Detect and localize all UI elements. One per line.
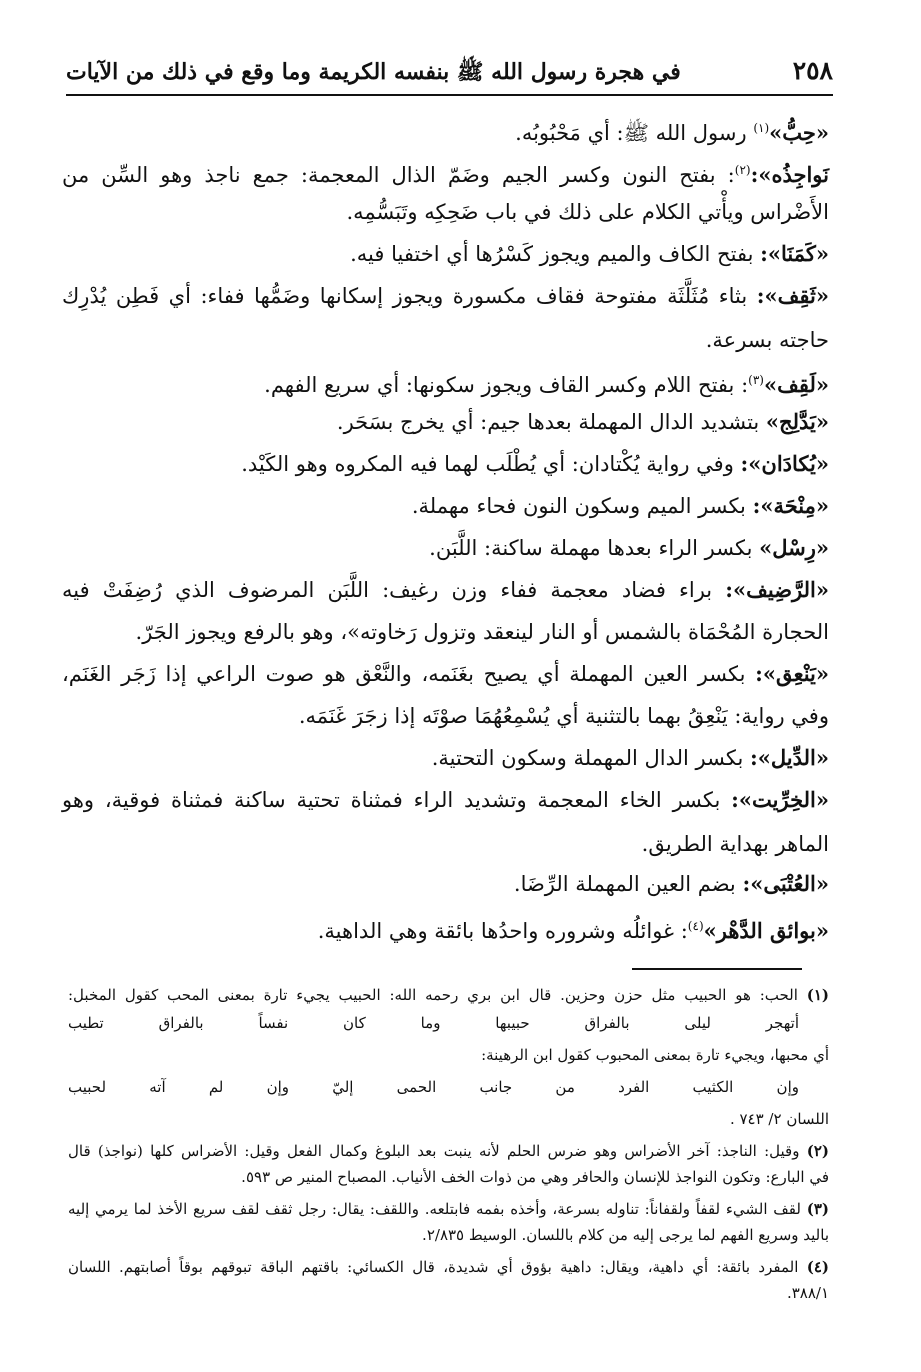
text-line: الماهر بهداية الطريق. (641, 832, 829, 856)
footnote-verse: أتهجر ليلى بالفراق حبيبها وما كان نفساً بالفراق تطيب (68, 1014, 799, 1032)
entry-text: بكسر الخاء المعجمة وتشديد الراء فمثناة تحتية ساكنة فمثناة فوقية، وهو (62, 788, 732, 812)
text-line: حاجته بسرعة. (705, 328, 829, 352)
text-line (515, 112, 829, 149)
footnote-ref: (٢) (734, 163, 751, 177)
entry-term: «الدِّيل»: (749, 745, 829, 770)
entry-term: «يَدَّلِج» (765, 409, 829, 434)
text-line (62, 658, 829, 690)
header-rule (66, 94, 833, 96)
entry-text: بثاء مُثَلَّثَة مفتوحة فقاف مكسورة ويجوز إسكانها وضَمُّها ففاء: أي فَطِن يُدْرِك (62, 284, 757, 308)
text-line (62, 280, 829, 312)
text-line (337, 406, 829, 438)
entry-text: بكسر العين المهملة أي يصيح بغَنَمه، والنَّعْق هو صوت الراعي إذا زَجَر الغَنَم، (62, 662, 756, 686)
text-line (264, 364, 829, 401)
footnote-separator (632, 968, 802, 970)
entry-text: بضم العين المهملة الرِّضَا. (513, 872, 743, 896)
entry-text: بكسر الراء بعدها مهملة ساكنة: اللَّبَن. (429, 536, 760, 560)
text-line (412, 490, 829, 522)
entry-text: رسول الله ﷺ: أي مَحْبُوبُه. (515, 121, 754, 145)
entry-term: «حِبُّ» (769, 120, 829, 145)
text-line (432, 742, 829, 774)
entry-term: «كَمَنَا»: (760, 241, 829, 266)
entry-term: «يَنْعِق»: (755, 661, 829, 686)
text-line: الحجارة المُحْمَاة بالشمس أو النار لينعقد وتزول رَخاوته»، وهو بالرفع ويجوز الجَرّ. (135, 620, 829, 644)
entry-term: «الخِرِّيت»: (731, 787, 829, 812)
entry-term: «العُتْبَى»: (742, 871, 829, 896)
footnote-text: المفرد بائقة: أي داهية، ويقال: داهية بؤوق أي شديدة، قال الكسائي: باقتهم الباقة تبوقهم بوقاً أصابتهم. اللسان (68, 1258, 807, 1276)
entry-text: : بفتح النون وكسر الجيم وضَمّ الذال المعجمة: جمع ناجذ وهو السِّن من (62, 163, 735, 187)
footnote-number: (٣) (806, 1200, 829, 1218)
footnote-text: الحب: هو الحبيب مثل حزن وحزين. قال ابن بري رحمه الله: الحبيب يجيء تارة بمعنى المحب كقول المخبل: (68, 986, 807, 1004)
entry-text: براء فضاد معجمة ففاء وزن رغيف: اللَّبَن المرضوف الذي رُضِفَتْ فيه (62, 578, 726, 602)
text-line (62, 154, 829, 191)
footnote-line: ٣٨٨/١. (786, 1284, 829, 1302)
footnote-line: في البارع: وتكون النواجذ للإنسان والحافر وهي من ذوات الخف الأنياب. المصباح المنير ص ٥٩٣. (241, 1168, 829, 1186)
entry-text: وفي رواية يُكْتادان: أي يُطْلَب لهما فيه المكروه وهو الكَيْد. (241, 452, 741, 476)
entry-text: بفتح الكاف والميم ويجوز كَسْرُها أي اختفيا فيه. (350, 242, 761, 266)
footnote-line: أي محبها، ويجيء تارة بمعنى المحبوب كقول ابن الرهينة: (481, 1046, 829, 1064)
footnote-ref: (١) (753, 121, 770, 135)
entry-term: «مِنْحَة»: (752, 493, 829, 518)
text-line (318, 910, 829, 947)
footnote-number: (١) (806, 986, 829, 1004)
entry-text: بكسر الميم وسكون النون فحاء مهملة. (411, 494, 753, 518)
text-line (241, 448, 829, 480)
footnote-line: اللسان ٢/ ٧٤٣ . (729, 1110, 829, 1128)
text-line (62, 784, 829, 816)
footnote-line: باليد وسريع الفهم لما يرجى إليه من كلام باللسان. الوسيط ٢/٨٣٥. (422, 1226, 829, 1244)
footnote-text: لقف الشيء لقفاً ولقفاناً: تناوله بسرعة، وأخذه بفمه فابتلعه. واللقف: يقال: رجل ثقف لقف سريع الأخذ لما يرمي إليه (68, 1200, 807, 1218)
entry-text: بتشديد الدال المهملة بعدها جيم: أي يخرج بسَحَر. (336, 410, 766, 434)
footnote-verse: وإن الكثيب الفرد من جانب الحمى إليّ وإن لم آته لحبيب (68, 1078, 799, 1096)
text-line: وفي رواية: يَنْعِقُ بهما بالتثنية أي يُسْمِعُهُمَا صوْتَه إذا زجَرَ غَنَمَه. (298, 704, 829, 728)
text-line: الأَضْراس ويأْتي الكلام على ذلك في باب ضَحِكِه وتَبَسُّمِه. (346, 200, 829, 224)
footnote-line (68, 1256, 829, 1278)
entry-term: «رِسْل» (759, 535, 829, 560)
entry-term: «يُكادَان»: (740, 451, 829, 476)
footnote-number: (٤) (806, 1258, 829, 1276)
entry-term: «الرَّضِيف»: (725, 577, 829, 602)
entry-text: : بفتح اللام وكسر القاف ويجوز سكونها: أي سريع الفهم. (264, 373, 749, 397)
text-line (514, 868, 829, 900)
footnote-line (68, 1198, 829, 1220)
text-line (62, 574, 829, 606)
entry-term: «لَقِف» (763, 372, 829, 397)
footnote-line (68, 984, 829, 1006)
entry-term: «بوائق الدَّهْر» (703, 918, 829, 943)
entry-text: بكسر الدال المهملة وسكون التحتية. (431, 746, 750, 770)
page-number: ٢٥٨ (792, 56, 833, 85)
footnote-ref: (٣) (748, 373, 764, 387)
running-title: في هجرة رسول الله ﷺ بنفسه الكريمة وما وقع في ذلك من الآيات (66, 59, 681, 85)
footnote-line (68, 1140, 829, 1162)
footnote-number: (٢) (806, 1142, 829, 1160)
entry-term: نَواجِذُه»: (750, 162, 829, 187)
page-header (66, 52, 833, 92)
text-line (350, 238, 829, 270)
footnote-ref: (٤) (687, 919, 704, 933)
text-line (429, 532, 829, 564)
entry-text: : غوائلُه وشروره واحدُها بائقة وهي الداهية. (317, 919, 688, 943)
footnote-text: وقيل: الناجذ: آخر الأضراس وهو ضرس الحلم لأنه ينبت بعد البلوغ وكمال الفعل وقيل: الأضراس كلها (نواجذ) قال (68, 1142, 807, 1160)
entry-term: «ثَقِف»: (756, 283, 829, 308)
